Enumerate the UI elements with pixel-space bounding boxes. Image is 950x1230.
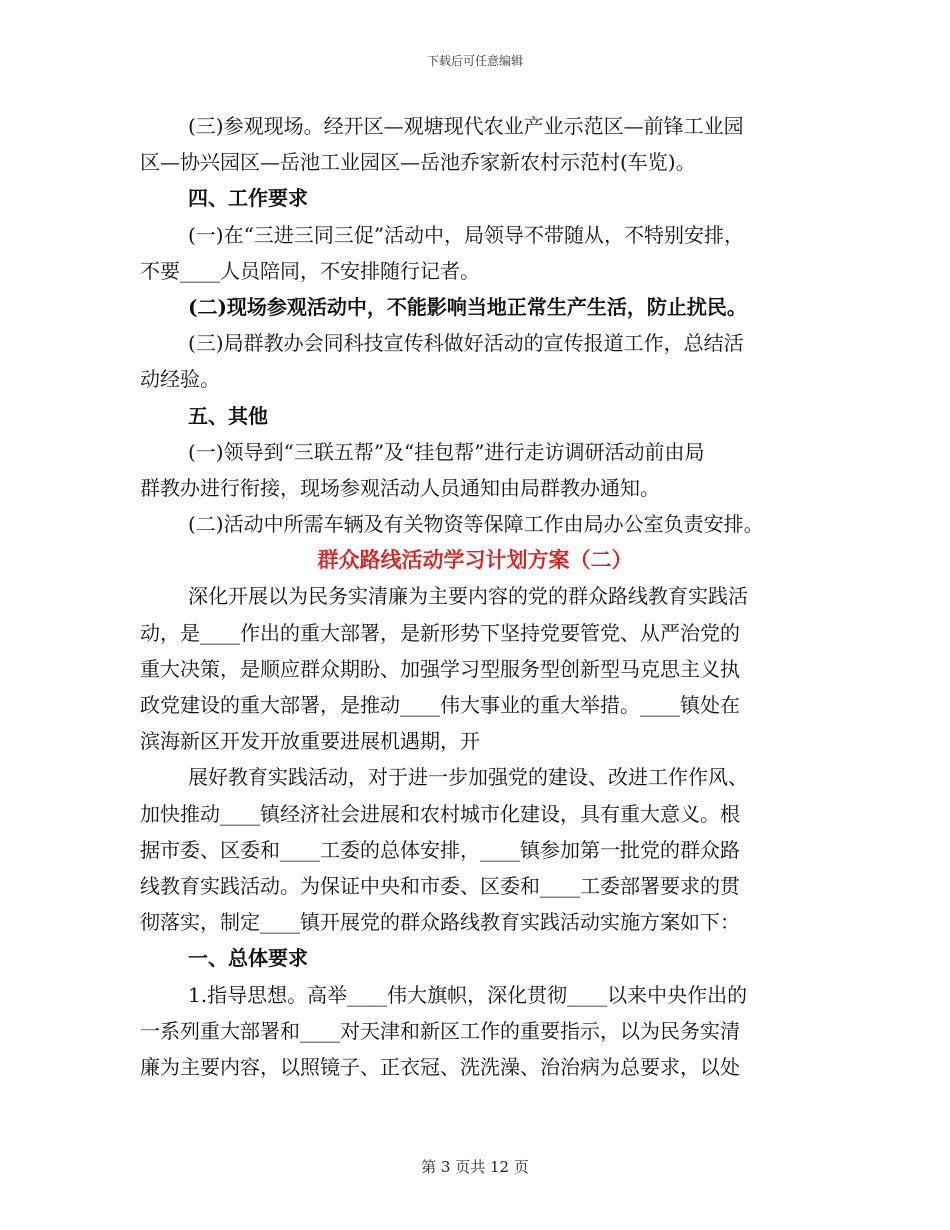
document-body [140,108,810,1085]
paragraph-line: 线教育实践活动。为保证中央和市委、区委和____工委部署要求的贯 [140,873,740,898]
section-heading: 一、总体要求 [188,946,308,971]
paragraph-line: 彻落实，制定____镇开展党的群众路线教育实践活动实施方案如下： [140,910,740,935]
paragraph-line: 滨海新区开发开放重要进展机遇期，开 [140,729,480,754]
paragraph-line: (二)活动中所需车辆及有关物资等保障工作由局办公室负责安排。 [188,512,764,537]
section-heading: (二)现场参观活动中，不能影响当地正常生产生活，防止扰民。 [188,294,747,319]
paragraph-line: (三)局群教办会同科技宣传科做好活动的宣传报道工作，总结活 [188,331,744,356]
paragraph-line: 1.指导思想。高举____伟大旗帜，深化贯彻____以来中央作出的 [188,982,748,1007]
page-header: 下载后可任意编辑 [426,54,523,68]
paragraph-line: 展好教育实践活动，对于进一步加强党的建设、改进工作作风、 [188,765,748,790]
paragraph-line: 不要____人员陪同，不安排随行记者。 [140,258,480,283]
paragraph-line: (一)领导到“三联五帮”及“挂包帮”进行走访调研活动前由局 [188,439,705,464]
paragraph-line: 加快推动____镇经济社会进展和农村城市化建设，具有重大意义。根 [140,801,740,826]
paragraph-line: 动，是____作出的重大部署，是新形势下坚持党要管党、从严治党的 [140,620,740,645]
paragraph-line: 一系列重大部署和____对天津和新区工作的重要指示，以为民务实清 [140,1018,740,1043]
paragraph-line: 动经验。 [140,367,220,392]
paragraph-line: (三)参观现场。经开区—观塘现代农业产业示范区—前锋工业园 [188,114,744,138]
paragraph-line: 深化开展以为民务实清廉为主要内容的党的群众路线教育实践活 [188,584,748,609]
section-title: 群众路线活动学习计划方案（二） [317,547,633,573]
paragraph-line: 政党建设的重大部署，是推动____伟大事业的重大举措。____镇处在 [140,693,740,717]
page-footer: 第 3 页共 12 页 [421,1158,529,1176]
section-heading: 五、其他 [188,403,268,428]
paragraph-line: (一)在“三进三同三促”活动中，局领导不带随从，不特别安排， [188,222,745,247]
paragraph-line: 廉为主要内容，以照镜子、正衣冠、洗洗澡、治治病为总要求，以处 [140,1054,740,1079]
paragraph-line: 群教办进行衔接，现场参观活动人员通知由局群教办通知。 [140,475,660,500]
paragraph-line: 重大决策，是顺应群众期盼、加强学习型服务型创新型马克思主义执 [140,656,740,681]
paragraph-line: 区—协兴园区—岳池工业园区—岳池乔家新农村示范村(车览)。 [140,150,696,175]
section-heading: 四、工作要求 [188,186,308,211]
paragraph-line: 据市委、区委和____工委的总体安排，____镇参加第一批党的群众路 [140,837,740,862]
